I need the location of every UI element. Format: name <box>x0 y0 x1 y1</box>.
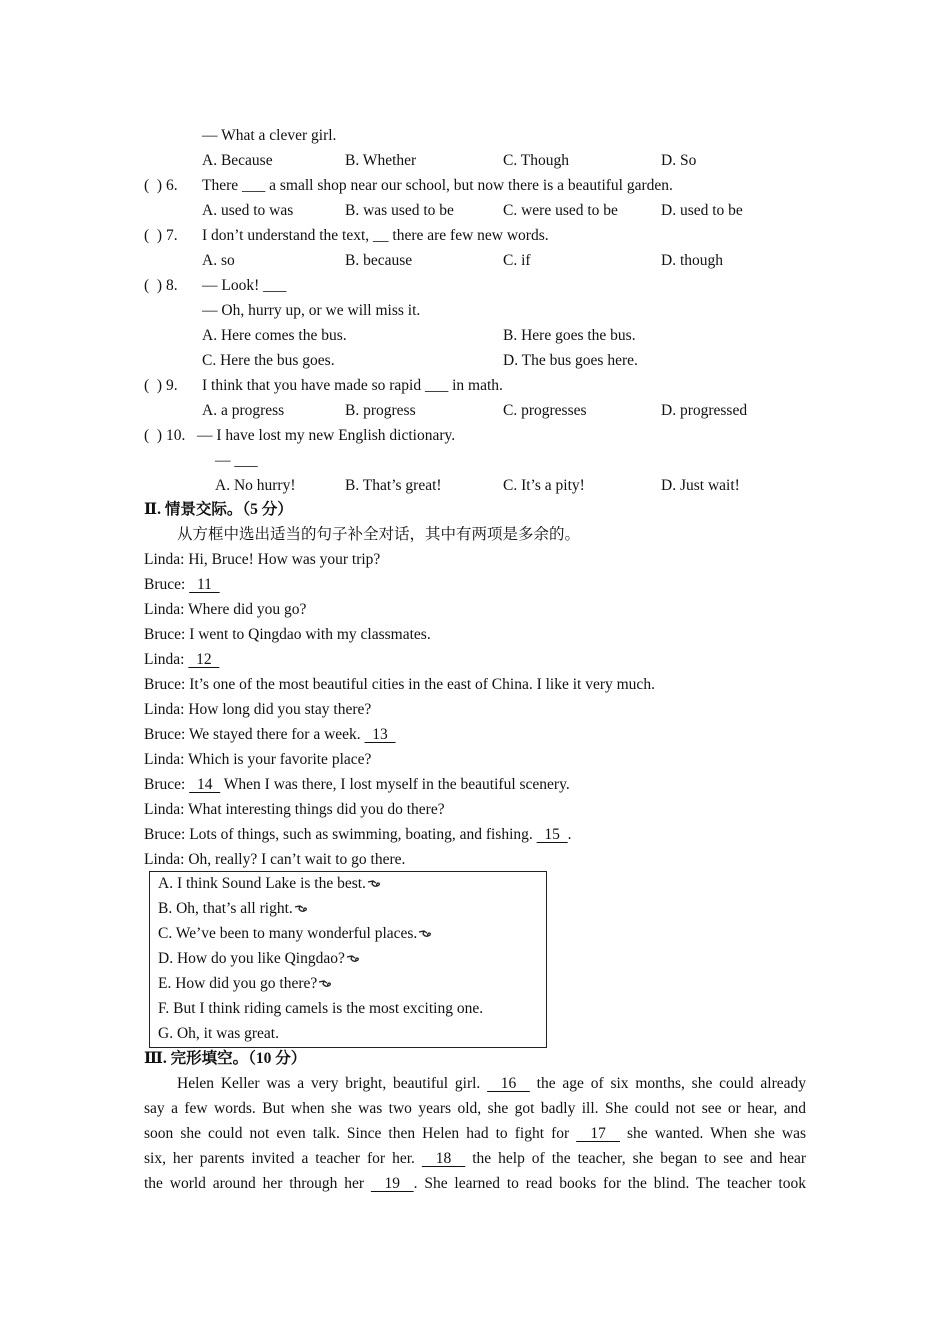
q6-option-d: D. used to be <box>661 202 743 219</box>
option-item <box>158 949 360 969</box>
passage-line <box>144 1099 806 1119</box>
option-text: C. We’ve been to many wonderful places. <box>158 925 418 942</box>
option-text: B. Oh, that’s all right. <box>158 900 293 917</box>
q8-option-b: B. Here goes the bus. <box>503 327 636 344</box>
option-text: D. How do you like Qingdao? <box>158 950 345 967</box>
dialogue-line <box>144 550 380 570</box>
dialogue-text: Linda: Which is your favorite place? <box>144 751 372 768</box>
q9-option-b: B. progress <box>345 402 416 419</box>
dialogue-text: Linda: Oh, really? I can’t wait to go there. <box>144 851 406 868</box>
dialogue-text: . <box>567 826 572 843</box>
q8-reply: — Oh, hurry up, or we will miss it. <box>202 302 421 319</box>
passage-text: the help of the teacher, she began to see and hear <box>465 1150 807 1167</box>
answer-blank: 14 <box>189 776 221 793</box>
q10-stem: — I have lost my new English dictionary. <box>197 427 456 444</box>
dialogue-text: Bruce: <box>144 776 190 793</box>
q10-option-a: A. No hurry! <box>215 477 296 494</box>
q6-option-c: C. were used to be <box>503 202 618 219</box>
answer-blank: 18 <box>421 1150 466 1167</box>
dialogue-line <box>144 725 396 745</box>
answer-blank: 16 <box>487 1075 530 1092</box>
passage-text: she wanted. When she was <box>619 1125 807 1142</box>
answer-blank: 11 <box>189 576 220 593</box>
dialogue-line <box>144 675 655 695</box>
dialogue-line <box>144 750 371 770</box>
dialogue-text: Bruce: <box>144 576 190 593</box>
q8-option-a: A. Here comes the bus. <box>202 327 347 344</box>
dialogue-text: Linda: Where did you go? <box>144 601 307 618</box>
passage-line <box>144 1124 806 1144</box>
scribble-mark-icon <box>367 879 381 889</box>
q10-reply: — ___ <box>215 452 258 469</box>
dialogue-line <box>144 625 431 645</box>
q6-number: ( ) 6. <box>144 177 178 194</box>
answer-blank: 12 <box>188 651 220 668</box>
passage-text: . She learned to read books for the blind. The teacher took <box>413 1175 806 1192</box>
dialogue-line <box>144 650 219 670</box>
q8-option-d: D. The bus goes here. <box>503 352 638 369</box>
option-text: E. How did you go there? <box>158 975 318 992</box>
q5-option-d: D. So <box>661 152 697 169</box>
q10-option-d: D. Just wait! <box>661 477 740 494</box>
q9-number: ( ) 9. <box>144 377 178 394</box>
answer-blank: 19 <box>370 1175 414 1192</box>
dialogue-text: Bruce: I went to Qingdao with my classmates. <box>144 626 431 643</box>
dialogue-line <box>144 850 405 870</box>
option-item <box>158 924 432 944</box>
dialogue-text: Linda: <box>144 651 189 668</box>
passage-text: Helen Keller was a very bright, beautiful girl. <box>177 1075 488 1092</box>
option-item <box>158 999 483 1019</box>
passage-text: six, her parents invited a teacher for her. <box>144 1150 422 1167</box>
q7-option-d: D. though <box>661 252 723 269</box>
passage-line <box>144 1074 806 1094</box>
option-text: A. I think Sound Lake is the best. <box>158 875 366 892</box>
answer-blank: 15 <box>536 826 568 843</box>
dialogue-text: Linda: How long did you stay there? <box>144 701 372 718</box>
scribble-mark-icon <box>346 954 360 964</box>
option-item <box>158 899 308 919</box>
q7-option-b: B. because <box>345 252 413 269</box>
dialogue-text: Bruce: It’s one of the most beautiful cities in the east of China. I like it very much. <box>144 676 655 693</box>
q6-stem: There ___ a small shop near our school, but now there is a beautiful garden. <box>202 177 673 194</box>
q9-stem: I think that you have made so rapid ___ in math. <box>202 377 503 394</box>
option-item <box>158 974 332 994</box>
dialogue-text: Linda: What interesting things did you do there? <box>144 801 445 818</box>
q10-option-b: B. That’s great! <box>345 477 442 494</box>
dialogue-line <box>144 575 220 595</box>
passage-text: soon she could not even talk. Since then Helen had to fight for <box>144 1125 577 1142</box>
q6-option-b: B. was used to be <box>345 202 454 219</box>
q9-option-d: D. progressed <box>661 402 748 419</box>
options-box <box>149 871 547 1048</box>
q5-option-b: B. Whether <box>345 152 417 169</box>
dialogue-line <box>144 800 445 820</box>
q5-option-a: A. Because <box>202 152 273 169</box>
q7-option-c: C. if <box>503 252 531 269</box>
passage-text: the age of six months, she could already <box>529 1075 806 1092</box>
q9-option-a: A. a progress <box>202 402 285 419</box>
option-item <box>158 874 381 894</box>
passage-line <box>144 1149 806 1169</box>
option-text: F. But I think riding camels is the most exciting one. <box>158 1000 484 1017</box>
q6-option-a: A. used to was <box>202 202 294 219</box>
dialogue-line <box>144 825 572 845</box>
dialogue-line <box>144 700 371 720</box>
section3-heading: Ⅲ. 完形填空。（10 分） <box>144 1050 307 1067</box>
q10-number: ( ) 10. <box>144 427 186 444</box>
q5-option-c: C. Though <box>503 152 570 169</box>
answer-blank: 13 <box>364 726 396 743</box>
option-item <box>158 1024 279 1044</box>
scribble-mark-icon <box>318 979 332 989</box>
dialogue-line <box>144 600 306 620</box>
q7-option-a: A. so <box>202 252 235 269</box>
section2-heading: Ⅱ. 情景交际。（5 分） <box>144 501 293 518</box>
q7-number: ( ) 7. <box>144 227 178 244</box>
q5-reply: — What a clever girl. <box>202 127 337 144</box>
passage-text: say a few words. But when she was two years old, she got badly ill. She could not see or hear, and <box>144 1100 806 1117</box>
q8-number: ( ) 8. <box>144 277 178 294</box>
passage-text: the world around her through her <box>144 1175 371 1192</box>
dialogue-text: When I was there, I lost myself in the beautiful scenery. <box>220 776 570 793</box>
dialogue-text: Linda: Hi, Bruce! How was your trip? <box>144 551 381 568</box>
option-text: G. Oh, it was great. <box>158 1025 279 1042</box>
dialogue-text: Bruce: We stayed there for a week. <box>144 726 365 743</box>
q9-option-c: C. progresses <box>503 402 587 419</box>
dialogue-line <box>144 775 570 795</box>
q8-option-c: C. Here the bus goes. <box>202 352 335 369</box>
dialogue-text: Bruce: Lots of things, such as swimming, boating, and fishing. <box>144 826 537 843</box>
section2-instruction: 从方框中选出适当的句子补全对话，其中有两项是多余的。 <box>177 526 581 543</box>
q10-option-c: C. It’s a pity! <box>503 477 585 494</box>
q7-stem: I don’t understand the text, __ there are few new words. <box>202 227 549 244</box>
answer-blank: 17 <box>576 1125 620 1142</box>
q8-stem: — Look! ___ <box>202 277 287 294</box>
scribble-mark-icon <box>294 904 308 914</box>
scribble-mark-icon <box>418 929 432 939</box>
passage-line <box>144 1174 806 1194</box>
